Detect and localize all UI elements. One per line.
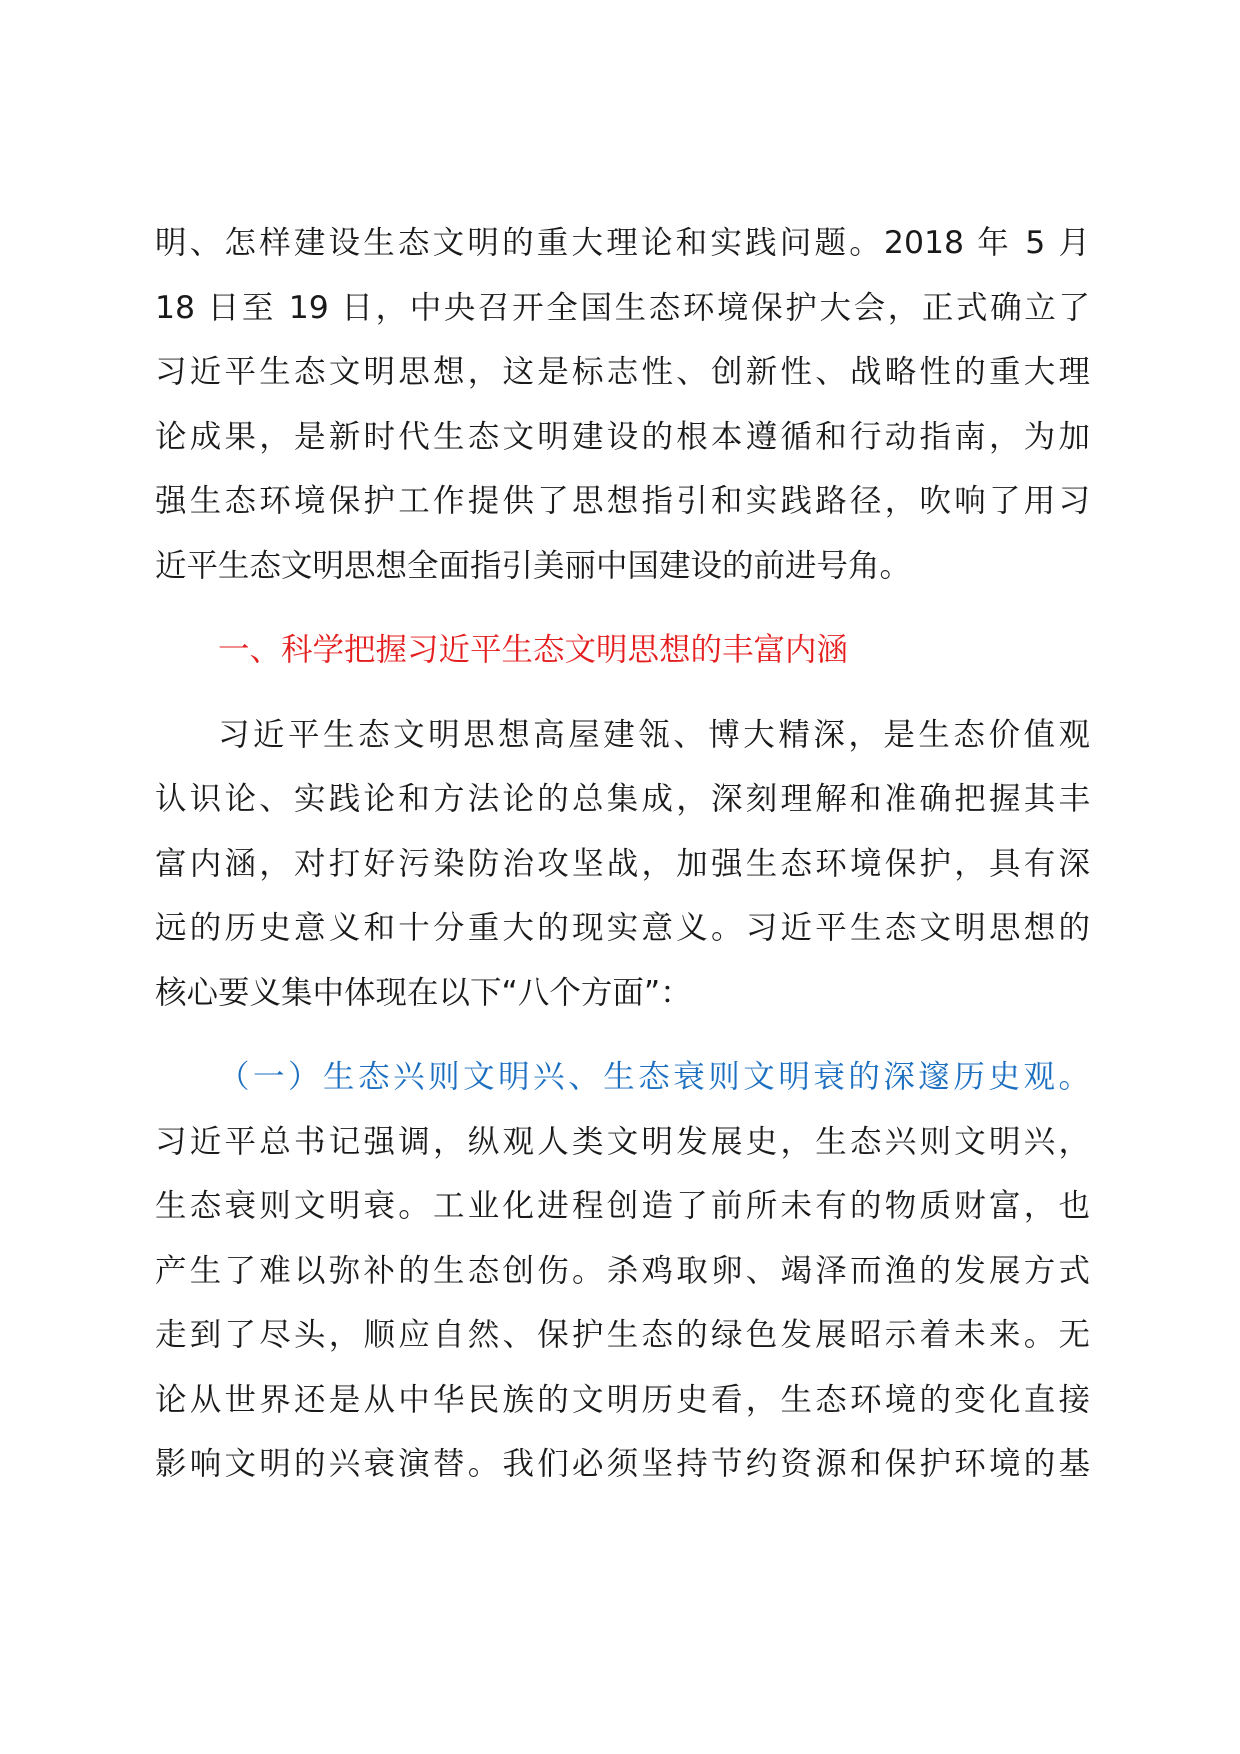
subheading: （一）生态兴则文明兴、生态衰则文明衰的深邃历史观。: [218, 1059, 1090, 1095]
text-line: 远的历史意义和十分重大的现实意义。习近平生态文明思想的: [155, 910, 1090, 946]
paragraph-3: [155, 1110, 1090, 1497]
text-line: 走到了尽头，顺应自然、保护生态的绿色发展昭示着未来。无: [155, 1317, 1090, 1353]
text-line: 习近平总书记强调，纵观人类文明发展史，生态兴则文明兴，: [155, 1123, 1090, 1160]
text-line: 产生了难以弥补的生态创伤。杀鸡取卵、竭泽而渔的发展方式: [155, 1252, 1090, 1289]
document-body: [155, 211, 1090, 1497]
text-line: 影响文明的兴衰演替。我们必须坚持节约资源和保护环境的基: [155, 1446, 1090, 1482]
text-line: 生态衰则文明衰。工业化进程创造了前所未有的物质财富，也: [155, 1188, 1090, 1224]
text-line: 论从世界还是从中华民族的文明历史看，生态环境的变化直接: [155, 1381, 1090, 1418]
text-line: 习近平生态文明思想高屋建瓴、博大精深，是生态价值观: [218, 716, 1090, 753]
section-heading: 一、科学把握习近平生态文明思想的丰富内涵: [218, 632, 849, 668]
text-line: 明、怎样建设生态文明的重大理论和实践问题。2018 年 5 月: [155, 225, 1090, 261]
text-line: 强生态环境保护工作提供了思想指引和实践路径，吹响了用习: [155, 483, 1090, 519]
paragraph-1: [155, 211, 1090, 598]
text-line: 18 日至 19 日，中央召开全国生态环境保护大会，正式确立了: [155, 289, 1090, 326]
text-line: 富内涵，对打好污染防治攻坚战，加强生态环境保护，具有深: [155, 845, 1090, 882]
text-line: 论成果，是新时代生态文明建设的根本遵循和行动指南，为加: [155, 418, 1090, 455]
text-line: 近平生态文明思想全面指引美丽中国建设的前进号角。: [155, 547, 912, 584]
text-line: 习近平生态文明思想，这是标志性、创新性、战略性的重大理: [155, 354, 1090, 390]
text-line: 认识论、实践论和方法论的总集成，深刻理解和准确把握其丰: [155, 781, 1090, 817]
text-line: 核心要义集中体现在以下“八个方面”：: [155, 974, 692, 1011]
paragraph-2: [155, 703, 1090, 1026]
